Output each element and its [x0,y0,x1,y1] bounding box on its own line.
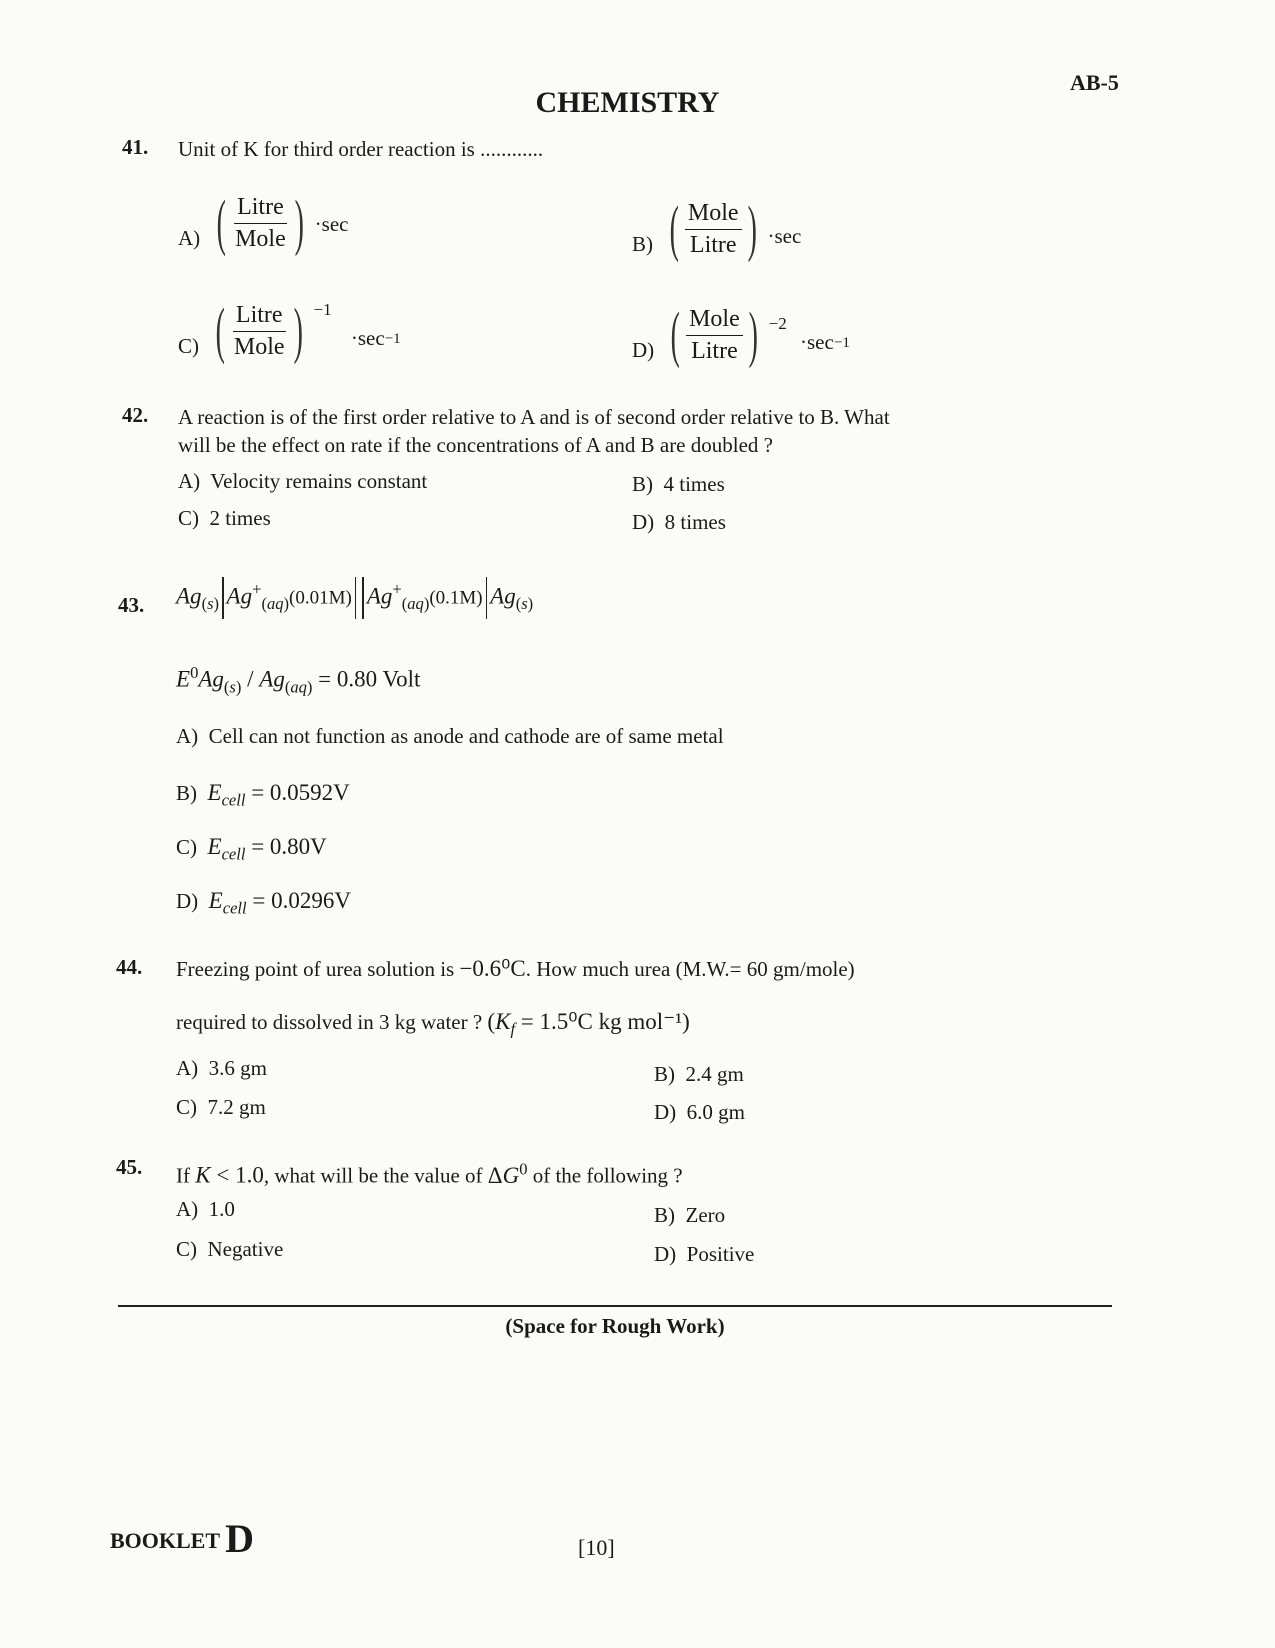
q41-option-c: C) ( $\frac{\text{Litre}}{\text{Mole}}$ ) $^{-1} \cdot\sec^{-1}$ [178,297,401,365]
q42-option-c: C) 2 times [178,506,271,530]
question-number-41: 41. [122,135,149,159]
q42-option-a: A) Velocity remains constant [178,469,428,493]
booklet-label: BOOKLET D [110,1516,255,1561]
question-number-45: 45. [116,1155,143,1179]
cell-notation: $Ag_{(s)}$ $Ag^+_{(aq)}(0.01M)$ $Ag^+_{(aq)}(0.1M)$ $Ag_{(s)}$ [176,577,533,619]
question-number-44: 44. [116,955,143,979]
question-number-43: 43. [118,593,145,617]
q42-option-d: D) 8 times [632,510,726,534]
standard-potential: $E^0Ag_{(s)} / Ag_{(aq)} = 0.80$ Volt [176,663,421,697]
q44-option-a: A) 3.6 gm [176,1056,268,1080]
q43-option-a: A) Cell can not function as anode and cathode are of same metal [176,724,724,748]
q44-option-d: D) 6.0 gm [654,1100,746,1124]
booklet-letter: D [225,1516,255,1561]
q45-option-c: C) Negative [176,1237,284,1261]
question-number-42: 42. [122,403,149,427]
question-text-45: If K < 1.0, what will be the value of $\Delta G^0$ of the following ? [176,1159,683,1188]
q43-option-b: B) $E_{cell} = 0.0592V$ [176,780,350,810]
q42-option-b: B) 4 times [632,472,725,496]
q41-option-d: D) ( $\frac{\text{Mole}}{\text{Litre}}$ ) $^{-2} \cdot\sec^{-1}$ [632,301,850,369]
subject-title: CHEMISTRY [535,86,720,119]
question-text-44-line2: required to dissolved in 3 kg water ? ($K_f = 1.5^0C$ kg mol⁻¹) [176,1009,690,1039]
q44-option-b: B) 2.4 gm [654,1062,744,1086]
question-text-41: Unit of K for third order reaction is ............ [178,137,544,161]
section-divider [118,1305,1112,1307]
q41-option-b: B) ( $\frac{\text{Mole}}{\text{Litre}}$ ) ·sec [632,195,802,263]
rough-work-label: (Space for Rough Work) [505,1314,725,1338]
q43-option-d: D) $E_{cell} = 0.0296V$ [176,888,351,918]
q43-option-c: C) $E_{cell} = 0.80V$ [176,834,327,864]
booklet-code: AB-5 [1070,70,1119,95]
q41-option-a: A) ( $\frac{\text{Litre}}{\text{Mole}}$ ) ·sec [178,189,349,257]
page-number: [10] [578,1535,615,1560]
q45-option-a: A) 1.0 [176,1197,235,1221]
question-text-42: A reaction is of the first order relative to A and is of second order relative to B. What will be the effect on rate if the concentrations of A and B are doubled ? [178,405,890,457]
q45-option-b: B) Zero [654,1203,726,1227]
q44-option-c: C) 7.2 gm [176,1095,266,1119]
question-text-44: Freezing point of urea solution is −0.6⁰C. How much urea (M.W.= 60 gm/mole) [176,956,855,981]
q45-option-d: D) Positive [654,1242,755,1266]
